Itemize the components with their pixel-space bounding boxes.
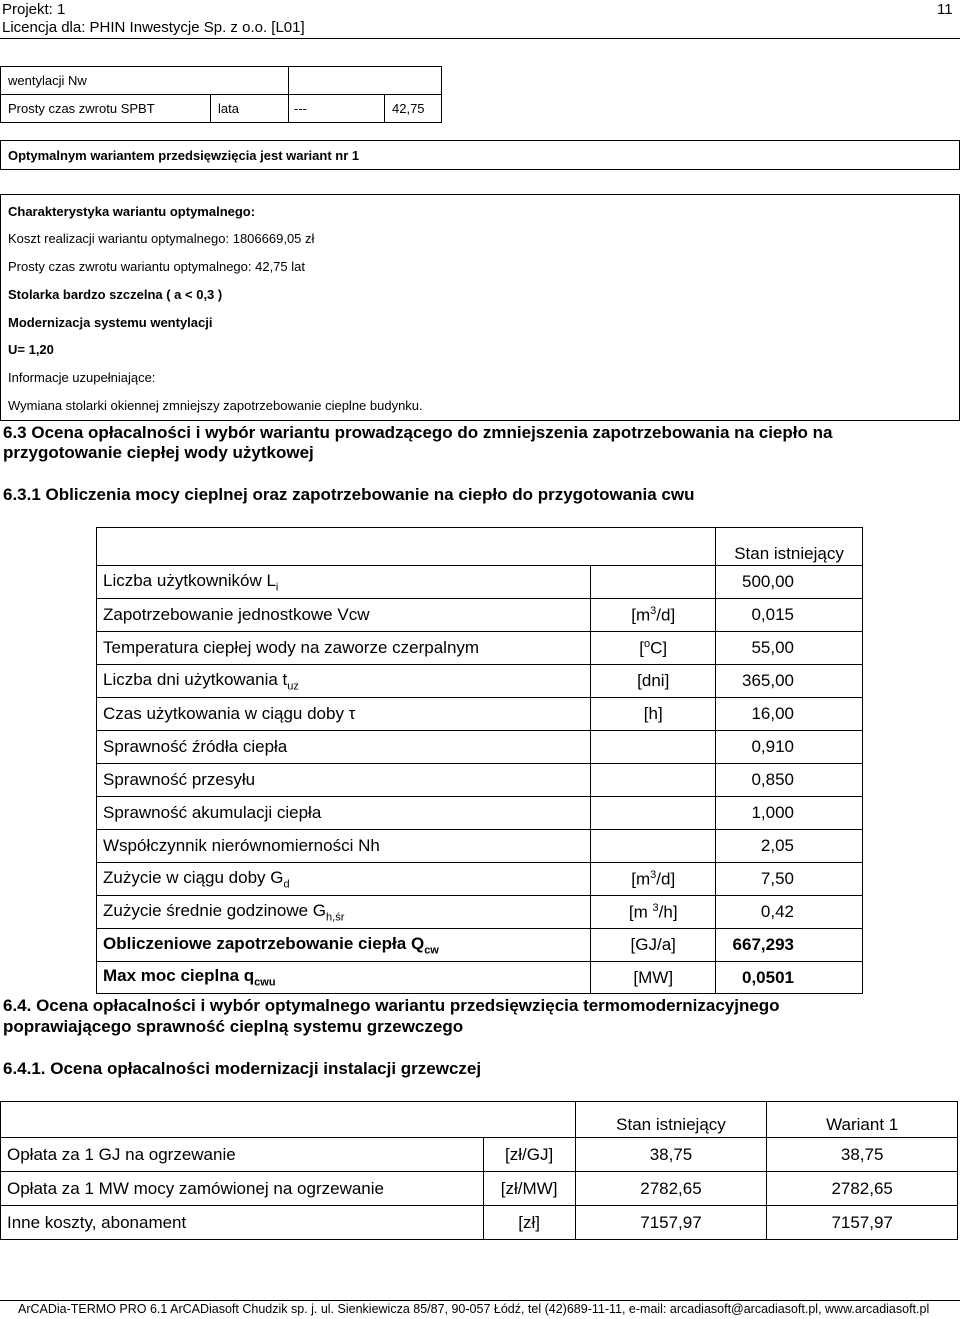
page-number: 11: [937, 1, 953, 18]
cwu-row-label: Obliczeniowe zapotrzebowanie ciepła $Q_{cw}$: [97, 929, 591, 962]
windows-desc: Stolarka bardzo szczelna ( a < 0,3 ): [8, 287, 223, 302]
cwu-row-label: Max moc cieplna $q_{cwu}$: [97, 962, 591, 994]
cwu-row-label: Zużycie w ciągu doby $G_d$: [97, 863, 591, 896]
cwu-row-label: Sprawność akumulacji ciepła: [97, 797, 591, 830]
cwu-row: [97, 896, 863, 929]
cwu-row-unit: [$^o$C]: [591, 632, 716, 665]
cwu-row-label: Zużycie średnie godzinowe $G_{h,śr}$: [97, 896, 591, 929]
section-631-title: 6.3.1 Obliczenia mocy cieplnej oraz zapotrzebowanie na ciepło do przygotowania cwu: [3, 485, 695, 504]
cwu-row-unit: [591, 731, 716, 764]
cwu-row: [97, 929, 863, 962]
cwu-row-value: 0,015: [716, 599, 863, 632]
footer-divider: [0, 1300, 960, 1301]
cwu-table: [96, 527, 863, 994]
ventilation-desc: Modernizacja systemu wentylacji: [8, 315, 213, 330]
heating-row-label: Opłata za 1 MW mocy zamówionej na ogrzewanie: [1, 1172, 484, 1206]
top-row2-label: Prosty czas zwrotu SPBT: [8, 101, 155, 116]
cwu-row-value: 0,0501: [716, 962, 863, 994]
cwu-row: [97, 863, 863, 896]
top-row2-dash: ---: [294, 101, 307, 116]
cwu-row-unit: $[m^3/d]$: [591, 599, 716, 632]
cwu-row-unit: $[m^3/d]$: [591, 863, 716, 896]
cwu-row-label: Liczba użytkowników $L_i$: [97, 566, 591, 599]
heating-row-unit: [zł/MW]: [483, 1172, 575, 1206]
cwu-row-unit: [m $^3$/h]: [591, 896, 716, 929]
cwu-row-unit: [591, 797, 716, 830]
cwu-row: [97, 566, 863, 599]
cwu-row-unit: [591, 830, 716, 863]
cwu-row-value: 667,293: [716, 929, 863, 962]
heating-row-variant: 38,75: [767, 1138, 958, 1172]
cwu-row-label: Sprawność źródła ciepła: [97, 731, 591, 764]
heating-row: [1, 1138, 958, 1172]
footer-text: ArCADia-TERMO PRO 6.1 ArCADiasoft Chudzik sp. j. ul. Sienkiewicza 85/87, 90-057 Łódź, tel (42)689-11-11, e-mail: arcadiasoft@arcadiasoft.pl, www.arcadiasoft.pl: [18, 1302, 930, 1316]
characteristics-title: Charakterystyka wariantu optymalnego:: [8, 204, 256, 219]
cwu-header-existing: Stan istniejący: [716, 528, 863, 566]
u-value: U= 1,20: [8, 342, 54, 357]
info-title: Informacje uzupełniające:: [8, 370, 156, 385]
heating-table: [0, 1101, 958, 1240]
heating-row-variant: 2782,65: [767, 1172, 958, 1206]
heating-row: [1, 1206, 958, 1240]
section-63-title-line1: 6.3 Ocena opłacalności i wybór wariantu prowadzącego do zmniejszenia zapotrzebowania na ciepło na: [3, 423, 833, 442]
cwu-row: [97, 731, 863, 764]
cwu-row-unit: [dni]: [591, 665, 716, 698]
cwu-row-value: 0,850: [716, 764, 863, 797]
cwu-row-value: 500,00: [716, 566, 863, 599]
cwu-row-value: 365,00: [716, 665, 863, 698]
heating-row-existing: 2782,65: [575, 1172, 767, 1206]
cwu-row-unit: [MW]: [591, 962, 716, 994]
cwu-row-value: 1,000: [716, 797, 863, 830]
license-label: Licencja dla: PHIN Inwestycje Sp. z o.o. [L01]: [2, 19, 305, 36]
header-divider: [0, 38, 960, 39]
cwu-row-label: Temperatura ciepłej wody na zaworze czerpalnym: [97, 632, 591, 665]
cwu-row: [97, 698, 863, 731]
cwu-row-value: 55,00: [716, 632, 863, 665]
cwu-row: [97, 632, 863, 665]
info-text: Wymiana stolarki okiennej zmniejszy zapotrzebowanie cieplne budynku.: [8, 398, 423, 413]
section-64-title-line2: poprawiającego sprawność cieplną systemu grzewczego: [3, 1017, 464, 1036]
cwu-row-unit: [591, 566, 716, 599]
cwu-row-label: Sprawność przesyłu: [97, 764, 591, 797]
cwu-row-value: 0,42: [716, 896, 863, 929]
characteristics-box: [0, 194, 960, 421]
heating-row-existing: 7157,97: [575, 1206, 767, 1240]
cwu-row: [97, 797, 863, 830]
heating-row-label: Opłata za 1 GJ na ogrzewanie: [1, 1138, 484, 1172]
cwu-row-unit: [591, 764, 716, 797]
heating-header-variant: Wariant 1: [767, 1102, 958, 1138]
cwu-row: [97, 665, 863, 698]
section-641-title: 6.4.1. Ocena opłacalności modernizacji instalacji grzewczej: [3, 1059, 482, 1078]
project-label: Projekt: 1: [2, 1, 66, 18]
heating-header-existing: Stan istniejący: [575, 1102, 767, 1138]
cwu-row-value: 0,910: [716, 731, 863, 764]
section-64-title-line1: 6.4. Ocena opłacalności i wybór optymalnego wariantu przedsięwzięcia termomodernizacyjnego: [3, 996, 780, 1015]
cwu-row: [97, 764, 863, 797]
top-row2-unit: lata: [218, 101, 239, 116]
optimal-cost: Koszt realizacji wariantu optymalnego: 1806669,05 zł: [8, 231, 315, 246]
optimal-text: Optymalnym wariantem przedsięwzięcia jest wariant nr 1: [8, 148, 360, 163]
cwu-row-value: 2,05: [716, 830, 863, 863]
heating-row-label: Inne koszty, abonament: [1, 1206, 484, 1240]
heating-row-existing: 38,75: [575, 1138, 767, 1172]
cwu-row-value: 16,00: [716, 698, 863, 731]
cwu-row-label: Zapotrzebowanie jednostkowe Vcw: [97, 599, 591, 632]
cwu-row-label: Czas użytkowania w ciągu doby τ: [97, 698, 591, 731]
heating-row-unit: [zł/GJ]: [483, 1138, 575, 1172]
cwu-row: [97, 962, 863, 994]
cwu-row-label: Liczba dni użytkowania $t_{uz}$: [97, 665, 591, 698]
cwu-row: [97, 599, 863, 632]
top-row1-label: wentylacji Nw: [8, 73, 87, 88]
heating-row-variant: 7157,97: [767, 1206, 958, 1240]
heating-row-unit: [zł]: [483, 1206, 575, 1240]
cwu-row-unit: [GJ/a]: [591, 929, 716, 962]
optimal-payback: Prosty czas zwrotu wariantu optymalnego: 42,75 lat: [8, 259, 305, 274]
top-row2-value: 42,75: [392, 101, 425, 116]
section-63-title-line2: przygotowanie ciepłej wody użytkowej: [3, 443, 314, 462]
cwu-row: [97, 830, 863, 863]
cwu-row-value: 7,50: [716, 863, 863, 896]
heating-row: [1, 1172, 958, 1206]
cwu-row-unit: [h]: [591, 698, 716, 731]
cwu-row-label: Współczynnik nierównomierności Nh: [97, 830, 591, 863]
